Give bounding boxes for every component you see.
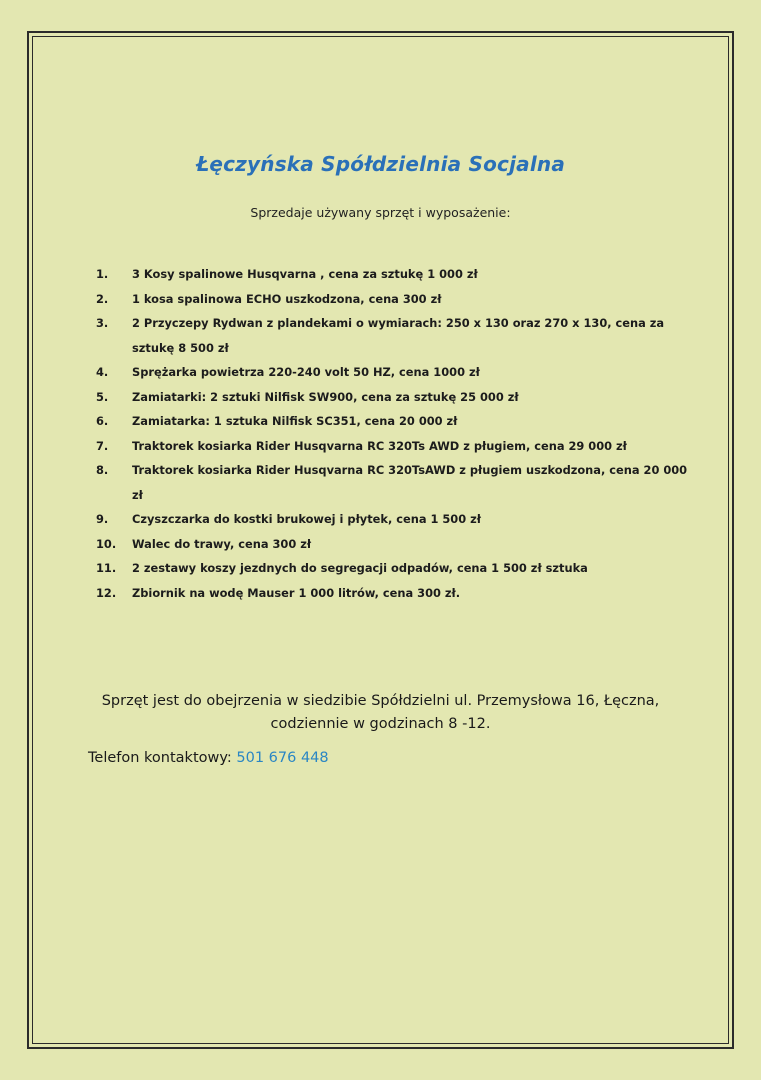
item-number: 6. bbox=[96, 414, 109, 428]
item-text: Zamiatarki: 2 sztuki Nilfisk SW900, cena za sztukę 25 000 zł bbox=[132, 389, 519, 404]
subtitle: Sprzedaje używany sprzęt i wyposażenie: bbox=[250, 205, 511, 220]
item-text: Traktorek kosiarka Rider Husqvarna RC 320TsAWD z pługiem uszkodzona, cena 20 000 zł bbox=[132, 463, 688, 502]
item-text: 3 Kosy spalinowe Husqvarna , cena za sztukę 1 000 zł bbox=[132, 267, 478, 281]
item-number: 2. bbox=[96, 291, 109, 306]
items-list bbox=[96, 262, 696, 605]
item-text: Zbiornik na wodę Mauser 1 000 litrów, cena 300 zł. bbox=[132, 585, 461, 600]
item-text: Czyszczarka do kostki brukowej i płytek, cena 1 500 zł bbox=[132, 512, 481, 526]
item-number: 7. bbox=[96, 438, 109, 453]
item-text: Zamiatarka: 1 sztuka Nilfisk SC351, cena 20 000 zł bbox=[132, 414, 458, 428]
phone-label: Telefon kontaktowy: bbox=[88, 750, 237, 766]
list-item bbox=[96, 287, 696, 312]
list-item bbox=[96, 581, 696, 606]
item-text: Traktorek kosiarka Rider Husqvarna RC 320Ts AWD z pługiem, cena 29 000 zł bbox=[132, 438, 627, 453]
list-item bbox=[96, 532, 696, 557]
viewing-note bbox=[60, 690, 701, 736]
item-number: 12. bbox=[96, 585, 117, 600]
list-item bbox=[96, 458, 696, 507]
list-item bbox=[96, 434, 696, 459]
item-text: Walec do trawy, cena 300 zł bbox=[132, 536, 312, 551]
item-number: 4. bbox=[96, 365, 109, 379]
page-title: Łęczyńska Spółdzielnia Socjalna bbox=[195, 152, 566, 176]
phone-number[interactable]: 501 676 448 bbox=[236, 750, 329, 766]
viewing-note-line2: codziennie w godzinach 8 -12. bbox=[270, 716, 491, 732]
list-item bbox=[96, 385, 696, 410]
item-text: 1 kosa spalinowa ECHO uszkodzona, cena 300 zł bbox=[132, 291, 442, 306]
item-number: 5. bbox=[96, 389, 109, 404]
list-item bbox=[96, 409, 696, 434]
list-item bbox=[96, 262, 696, 287]
item-number: 11. bbox=[96, 561, 117, 575]
viewing-note-line1: Sprzęt jest do obejrzenia w siedzibie Spółdzielni ul. Przemysłowa 16, Łęczna, bbox=[101, 693, 660, 709]
item-number: 3. bbox=[96, 316, 109, 330]
item-number: 1. bbox=[96, 267, 109, 281]
item-number: 9. bbox=[96, 512, 109, 526]
list-item bbox=[96, 556, 696, 581]
list-item bbox=[96, 360, 696, 385]
item-number: 8. bbox=[96, 463, 109, 477]
contact-phone bbox=[88, 750, 329, 766]
list-item bbox=[96, 311, 696, 360]
item-text: 2 Przyczepy Rydwan z plandekami o wymiarach: 250 x 130 oraz 270 x 130, cena za sztukę 8 500 zł bbox=[132, 316, 665, 355]
item-text: Sprężarka powietrza 220-240 volt 50 HZ, cena 1000 zł bbox=[132, 365, 480, 379]
item-text: 2 zestawy koszy jezdnych do segregacji odpadów, cena 1 500 zł sztuka bbox=[132, 561, 588, 575]
list-item bbox=[96, 507, 696, 532]
item-number: 10. bbox=[96, 536, 117, 551]
